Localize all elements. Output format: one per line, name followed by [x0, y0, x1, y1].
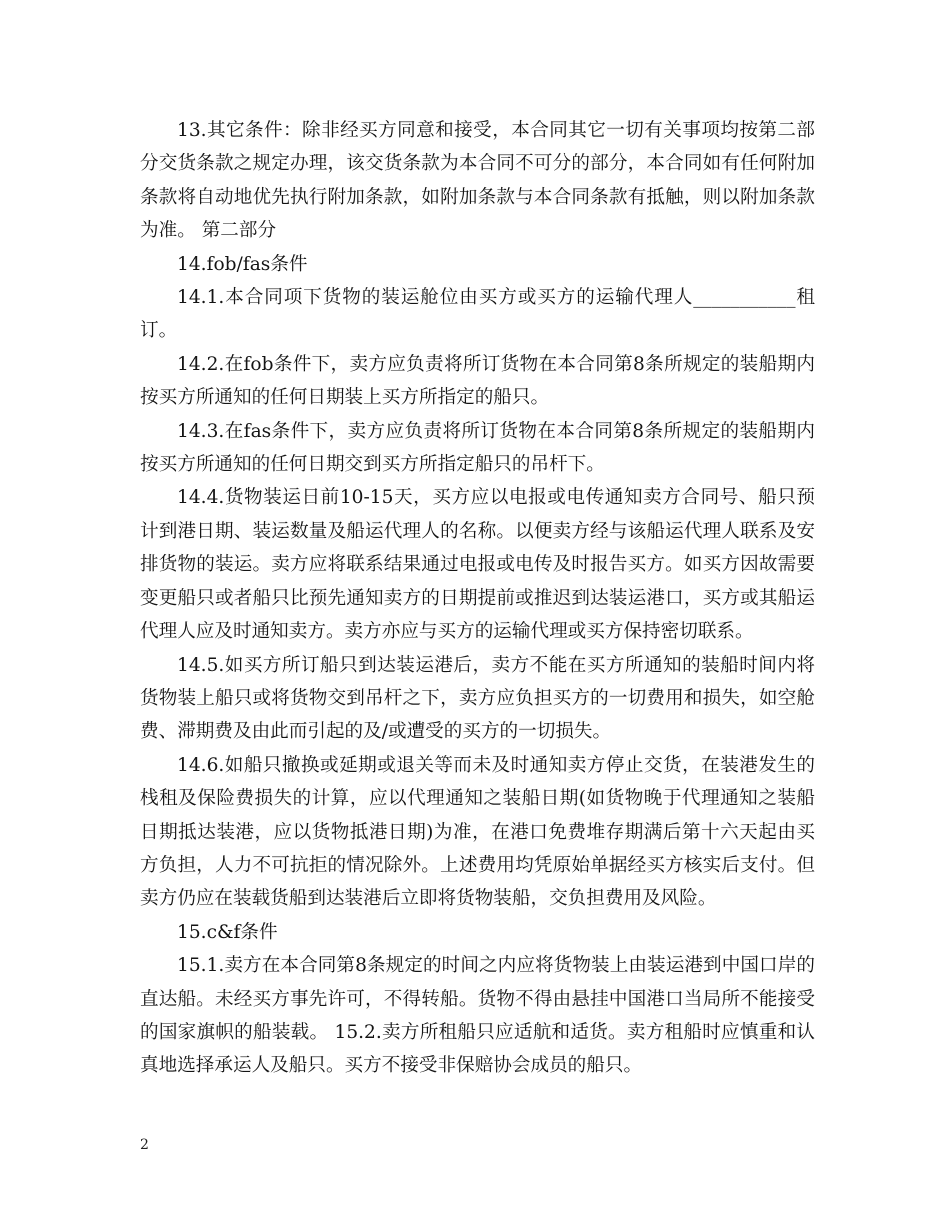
paragraph-14-5: 14.5.如买方所订船只到达装运港后，卖方不能在买方所通知的装船时间内将货物装上船只或将货物交到吊杆之下，卖方应负担买方的一切费用和损失，如空舱费、滞期费及由此而引起的及/或遭受的买方的一切损失。 — [140, 654, 815, 743]
heading-15-cf: 15.c&f条件 — [177, 921, 278, 943]
paragraph-14-1: 14.1.本合同项下货物的装运舱位由买方或买方的运输代理人___________租订。 — [140, 287, 815, 342]
paragraph-14-4: 14.4.货物装运日前10-15天，买方应以电报或电传通知卖方合同号、船只预计到港日期、装运数量及船运代理人的名称。以便卖方经与该船运代理人联系及安排货物的装运。卖方应将联系结果通过电报或电传及时报告买方。如买方因故需要变更船只或者船只比预先通知卖方的日期提前或推迟到达装运港口，买方或其船运代理人应及时通知卖方。卖方亦应与买方的运输代理或买方保持密切联系。 — [140, 487, 815, 643]
paragraph-13-other-terms: 13.其它条件：除非经买方同意和接受，本合同其它一切有关事项均按第二部分交货条款之规定办理，该交货条款为本合同不可分的部分，本合同如有任何附加条款将自动地优先执行附加条款，如附加条款与本合同条款有抵触，则以附加条款为准。 第二部分 — [140, 120, 815, 242]
document-body — [140, 114, 815, 1083]
page-number: 2 — [140, 1137, 149, 1153]
paragraph-14-3: 14.3.在fas条件下，卖方应负责将所订货物在本合同第8条所规定的装船期内按买方所通知的任何日期交到买方所指定船只的吊杆下。 — [140, 420, 815, 476]
paragraph-14-6: 14.6.如船只撤换或延期或退关等而未及时通知卖方停止交货，在装港发生的栈租及保险费损失的计算，应以代理通知之装船日期(如货物晚于代理通知之装船日期抵达装港，应以货物抵港日期)为准，在港口免费堆存期满后第十六天起由买方负担，人力不可抗拒的情况除外。上述费用均凭原始单据经买方核实后支付。但卖方仍应在装载货船到达装港后立即将货物装船，交负担费用及风险。 — [140, 754, 815, 910]
paragraph-14-2: 14.2.在fob条件下，卖方应负责将所订货物在本合同第8条所规定的装船期内按买方所通知的任何日期装上买方所指定的船只。 — [140, 353, 815, 409]
heading-14-fob-fas: 14.fob/fas条件 — [177, 253, 308, 275]
paragraph-15-1-15-2: 15.1.卖方在本合同第8条规定的时间之内应将货物装上由装运港到中国口岸的直达船。未经买方事先许可，不得转船。货物不得由悬挂中国港口当局所不能接受的国家旗帜的船装载。 15.2.卖方所租船只应适航和适货。卖方租船时应慎重和认真地选择承运人及船只。买方不接受非保赔协会成员的船只。 — [140, 955, 815, 1077]
